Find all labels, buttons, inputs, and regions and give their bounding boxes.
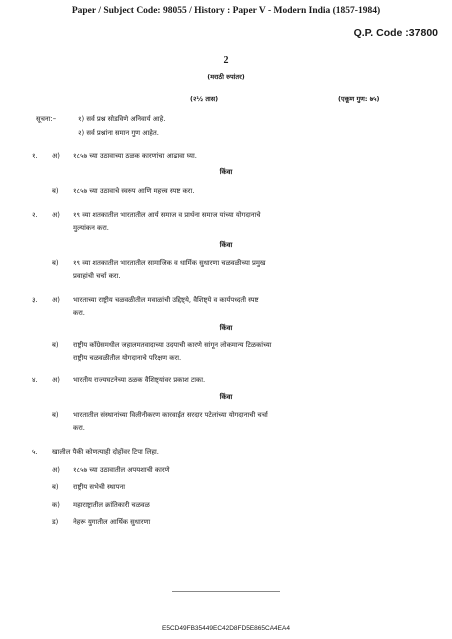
end-divider [172,591,280,592]
option-label: ब) [52,483,59,491]
instruction-item: २) सर्व प्रश्नांना समान गुण आहेत. [78,129,159,137]
question-text: खालील पैकी कोणत्याही दोहोंवर टिपा लिहा. [52,448,159,456]
question-text: १९ व्या शतकातील भारतातील सामाजिक व धार्मिक सुधारणा चळवळीच्या प्रमुख [73,259,266,267]
list-item: महाराष्ट्रातील क्रांतिकारी चळवळ [73,501,150,509]
or-separator: किंवा [219,324,233,332]
question-number: ५. [32,448,38,456]
option-label: अ) [52,466,60,474]
question-text: १८५७ च्या उठावाचे स्वरुप आणि महत्त्व स्पष्ट करा. [73,187,195,195]
option-label: अ) [52,376,60,384]
duration: (२½ तास) [190,95,219,103]
instruction-item: १) सर्व प्रश्न सोडविणे अनिवार्य आहे. [78,115,166,123]
paper-subject-header: Paper / Subject Code: 98055 / History : Paper V - Modern India (1857-1984) [71,6,381,16]
question-text: करा. [73,309,85,317]
question-text: १९ व्या शतकातील भारतातील आर्य समाज व प्रार्थना समाज यांच्या योगदानाचे [73,211,261,219]
or-separator: किंवा [219,241,233,249]
question-text: राष्ट्रीय काँग्रेसमधील जहालमतवादाच्या उदयाची कारणे सांगून लोकमान्य टिळकांच्या [73,341,272,349]
option-label: क) [52,501,60,509]
question-number: १. [32,152,38,160]
question-text: करा. [73,424,85,432]
list-item: राष्ट्रीय सभेची स्थापना [73,483,125,491]
translation-label: (मराठी रुपांतर) [207,73,245,81]
option-label: अ) [52,296,60,304]
option-label: अ) [52,152,60,160]
option-label: ड) [52,518,59,526]
question-text: प्रवाहांची चर्चा करा. [73,272,121,280]
question-text: भारतीय राज्यघटनेच्या ठळक वैशिष्ट्यांवर प्रकाश टाका. [73,376,206,384]
list-item: १८५७ च्या उठावातील अपयशाची कारणे [73,466,170,474]
option-label: ब) [52,259,59,267]
question-text: भारताच्या राष्ट्रीय चळवळीतील मवाळांची उद्दिष्ट्ये, वैशिष्ट्ये व कार्यपध्दती स्पष्ट [73,296,259,304]
question-text: राष्ट्रीय चळवळीतील योगदानाचे परिक्षण करा. [73,354,182,362]
total-marks: (एकूण गुण: ७५) [338,95,380,103]
question-text: भारतातील संस्थानांच्या विलीनीकरण कारवाईत सरदार पटेलांच्या योगदानाची चर्चा [73,411,268,419]
instructions-label: सूचना:– [36,115,57,123]
qp-code: Q.P. Code :37800 [353,27,438,39]
option-label: ब) [52,411,59,419]
question-number: २. [32,211,38,219]
question-text: मुल्यांकन करा. [73,224,109,232]
option-label: ब) [52,187,59,195]
list-item: नेहरू युगातील आर्थिक सुधारणा [73,518,151,526]
or-separator: किंवा [219,393,233,401]
document-hash: E5CD49FB35449EC42D8FD5E865CA4EA4 [162,625,290,632]
or-separator: किंवा [219,168,233,176]
option-label: अ) [52,211,60,219]
page-number: 2 [223,55,229,66]
option-label: ब) [52,341,59,349]
question-number: ४. [32,376,38,384]
question-text: १८५७ च्या उठावाच्या ठळक कारणांचा आढावा घ्या. [73,152,197,160]
question-number: ३. [32,296,38,304]
